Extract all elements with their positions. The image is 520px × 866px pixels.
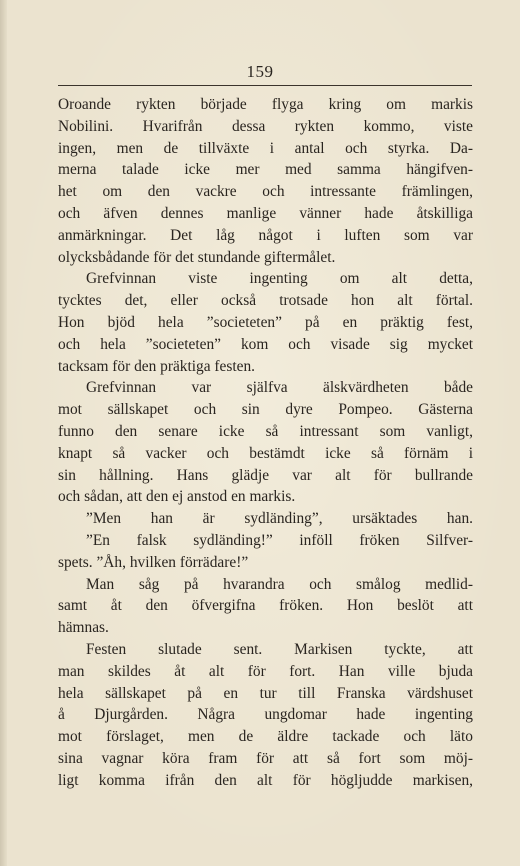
text-line: funno den senare icke så intressant som vanligt, bbox=[58, 422, 473, 440]
text-line: sin hållning. Hans glädje var alt för bullrande bbox=[58, 466, 473, 484]
text-line: mot sällskapet och sin dyre Pompeo. Gästerna bbox=[58, 401, 473, 419]
text-line: å Djurgården. Några ungdomar hade ingenting bbox=[58, 706, 473, 724]
text-line: ”Men han är sydländing”, ursäktades han. bbox=[86, 510, 473, 528]
text-line: het om den vackre och intressante främlingen, bbox=[58, 183, 473, 201]
text-line: tycktes det, eller också trotsade hon alt förtal. bbox=[58, 292, 473, 310]
text-line: knapt så vacker och bestämdt icke så förnäm i bbox=[58, 444, 473, 462]
text-line: mot förslaget, men de äldre tackade och läto bbox=[58, 728, 473, 746]
text-line: och äfven dennes manlige vänner hade åtskilliga bbox=[58, 204, 473, 222]
text-line: Oroande rykten började flyga kring om markis bbox=[58, 96, 473, 113]
text-line: anmärkningar. Det låg något i luften som var bbox=[58, 226, 473, 244]
text-line: samt åt den öfvergifna fröken. Hon beslöt att bbox=[58, 597, 473, 615]
text-line: och hela ”societeten” kom och visade sig mycket bbox=[58, 335, 473, 353]
page-number: 159 bbox=[246, 62, 274, 81]
body-text bbox=[58, 94, 473, 792]
text-line: sina vagnar köra fram för att så fort som möj- bbox=[58, 749, 473, 767]
page-edge-shadow bbox=[0, 0, 7, 866]
text-line: Grefvinnan var själfva älskvärdheten både bbox=[86, 379, 473, 397]
text-line: och sådan, att den ej anstod en markis. bbox=[58, 488, 296, 506]
text-line: ligt komma ifrån den alt för högljudde markisen, bbox=[58, 771, 473, 789]
header-rule bbox=[58, 85, 472, 86]
text-line: hämnas. bbox=[58, 619, 109, 637]
text-line: Hon bjöd hela ”societeten” på en präktig fest, bbox=[58, 313, 473, 331]
text-line: hela sällskapet på en tur till Franska värdshuset bbox=[58, 684, 473, 702]
text-line: ”En falsk sydländing!” inföll fröken Silfver- bbox=[86, 531, 473, 549]
text-line: Nobilini. Hvarifrån dessa rykten kommo, viste bbox=[58, 117, 473, 135]
text-line: merna talade icke mer med samma hängifven- bbox=[58, 161, 473, 179]
text-line: tacksam för den präktiga festen. bbox=[58, 357, 256, 375]
text-line: olycksbådande för det stundande giftermålet. bbox=[58, 248, 336, 266]
text-line: Man såg på hvarandra och smålog medlid- bbox=[86, 575, 473, 593]
text-line: Grefvinnan viste ingenting om alt detta, bbox=[86, 270, 473, 288]
text-line: ingen, men de tillväxte i antal och styrka. Da- bbox=[58, 139, 473, 157]
text-line: man skildes åt alt för fort. Han ville bjuda bbox=[58, 662, 473, 680]
text-line: spets. ”Åh, hvilken förrädare!” bbox=[58, 553, 249, 571]
text-line: Festen slutade sent. Markisen tyckte, att bbox=[86, 640, 473, 658]
